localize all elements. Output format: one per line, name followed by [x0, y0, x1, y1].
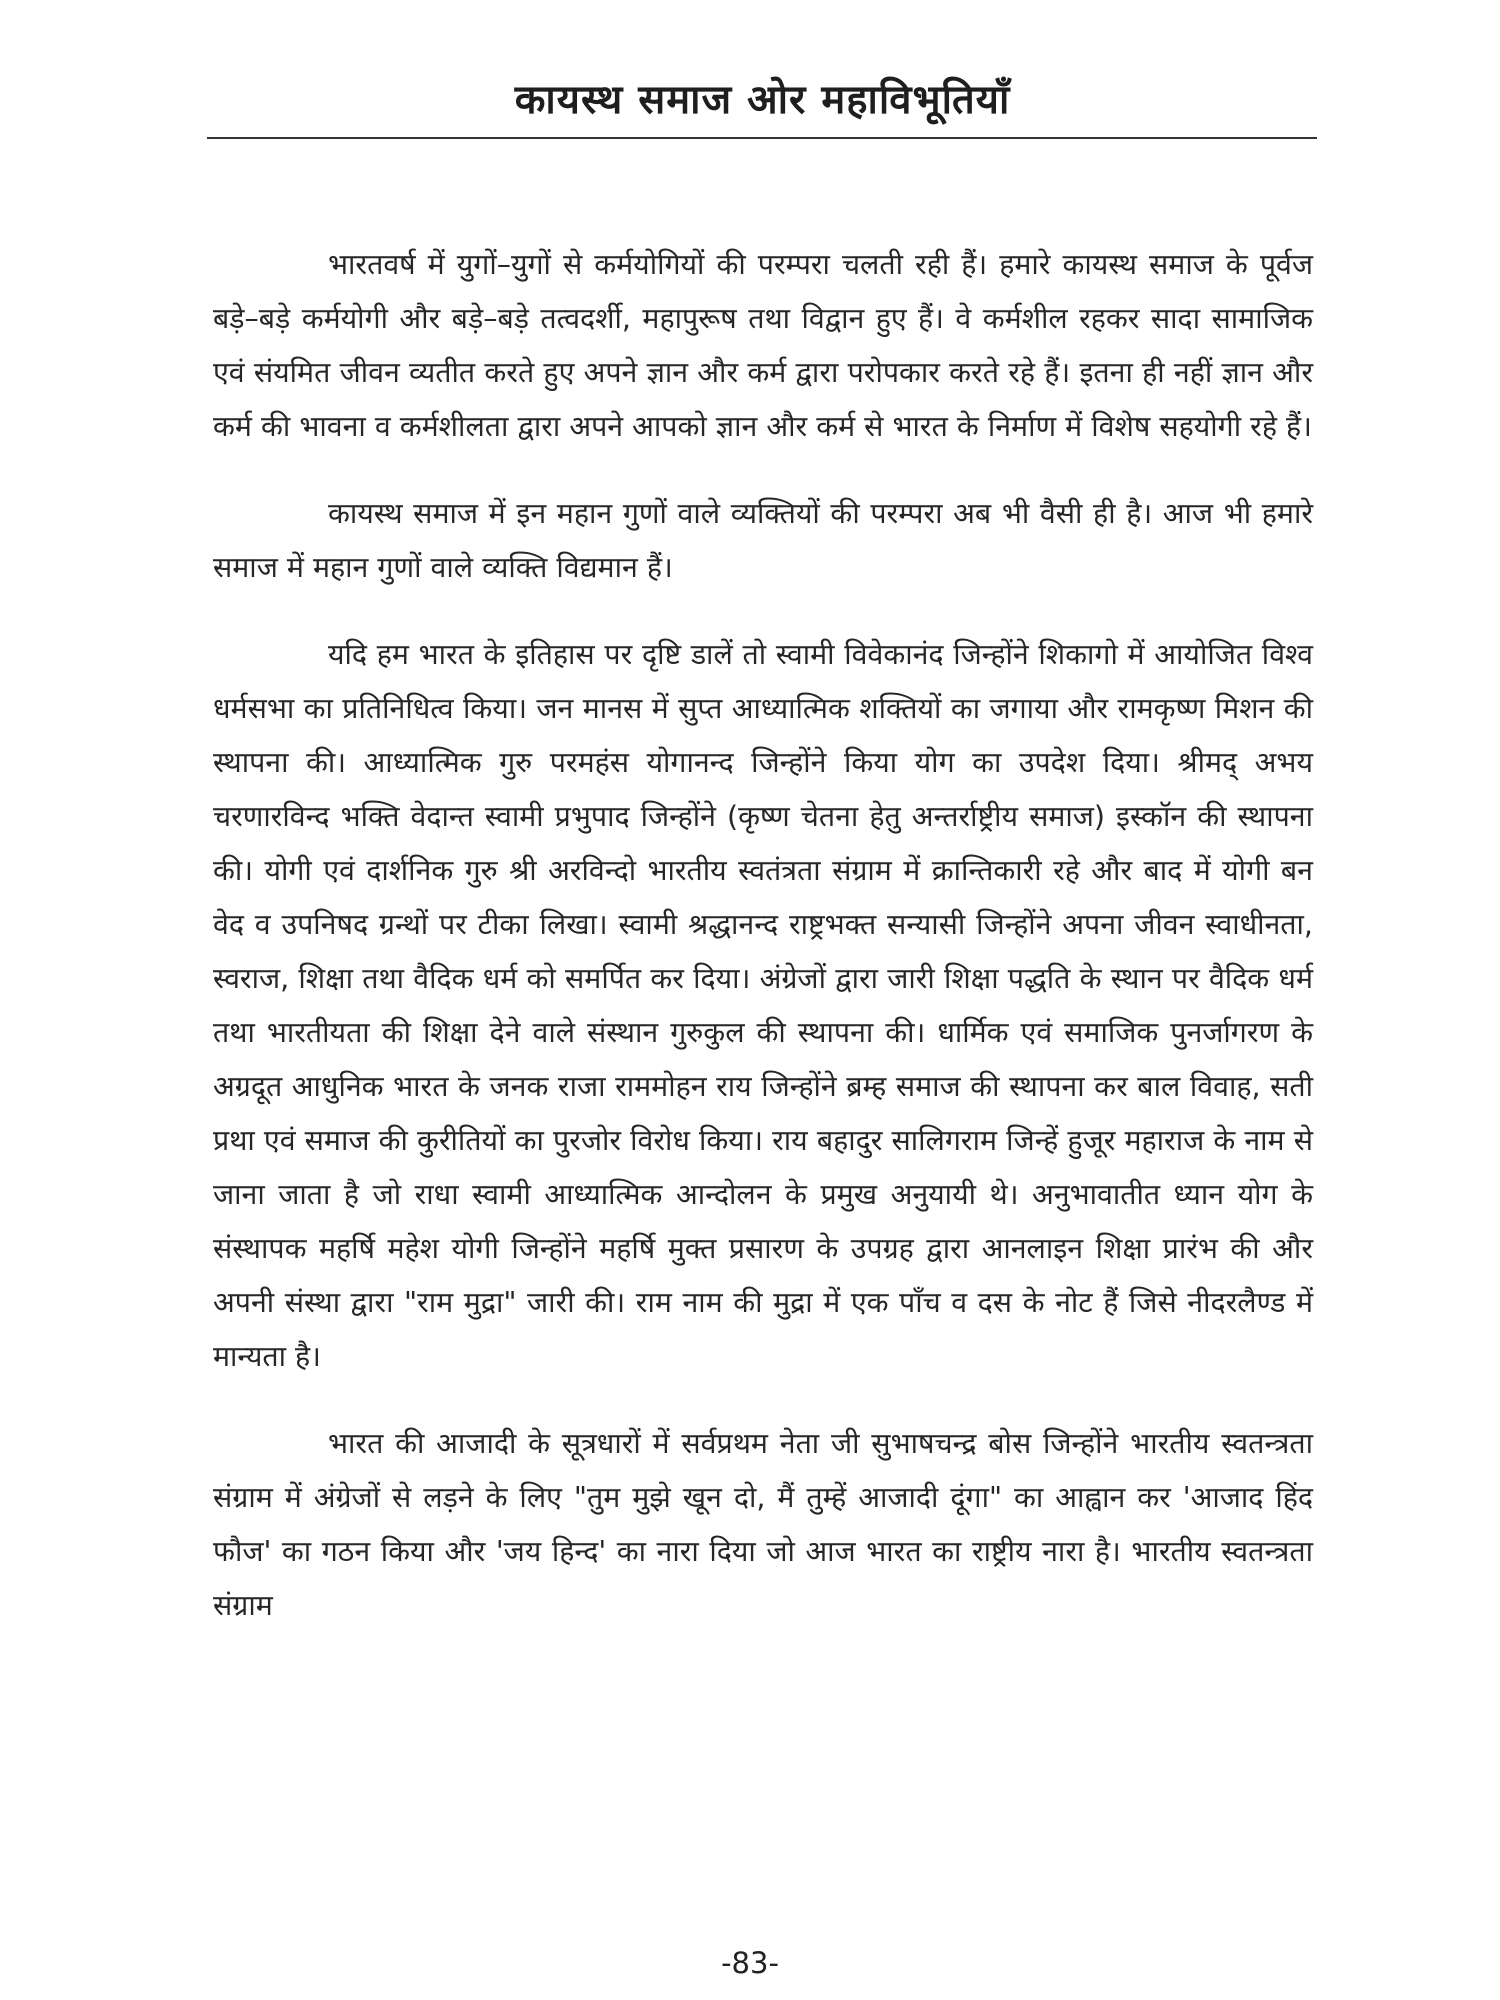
header-divider: [207, 137, 1317, 139]
page-number: -83-: [721, 1946, 779, 1980]
paragraph-2: कायस्थ समाज में इन महान गुणों वाले व्यक्तियों की परम्परा अब भी वैसी ही है। आज भी हमारे समाज में महान गुणों वाले व्यक्ति विद्यमान हैं।: [213, 497, 1313, 584]
paragraph-3: यदि हम भारत के इतिहास पर दृष्टि डालें तो स्वामी विवेकानंद जिन्होंने शिकागो में आयोजित विश्व धर्मसभा का प्रतिनिधित्व किया। जन मानस में सुप्त आध्यात्मिक शक्तियों का जगाया और रामकृष्ण मिशन की स्थापना की। आध्यात्मिक गुरु परमहंस योगानन्द जिन्होंने किया योग का उपदेश दिया। श्रीमद् अभय चरणारविन्द भक्ति वेदान्त स्वामी प्रभुपाद जिन्होंने (कृष्ण चेतना हेतु अन्तर्राष्ट्रीय समाज) इस्कॉन की स्थापना की। योगी एवं दार्शनिक गुरु श्री अरविन्दो भारतीय स्वतंत्रता संग्राम में क्रान्तिकारी रहे और बाद में योगी बन वेद व उपनिषद ग्रन्थों पर टीका लिखा। स्वामी श्रद्धानन्द राष्ट्रभक्त सन्यासी जिन्होंने अपना जीवन स्वाधीनता, स्वराज, शिक्षा तथा वैदिक धर्म को समर्पित कर दिया। अंग्रेजों द्वारा जारी शिक्षा पद्धति के स्थान पर वैदिक धर्म तथा भारतीयता की शिक्षा देने वाले संस्थान गुरुकुल की स्थापना की। धार्मिक एवं समाजिक पुनर्जागरण के अग्रदूत आधुनिक भारत के जनक राजा राममोहन राय जिन्होंने ब्रम्ह समाज की स्थापना कर बाल विवाह, सती प्रथा एवं समाज की कुरीतियों का पुरजोर विरोध किया। राय बहादुर सालिगराम जिन्हें हुजूर महाराज के नाम से जाना जाता है जो राधा स्वामी आध्यात्मिक आन्दोलन के प्रमुख अनुयायी थे। अनुभावातीत ध्यान योग के संस्थापक महर्षि महेश योगी जिन्होंने महर्षि मुक्त प्रसारण के उपग्रह द्वारा आनलाइन शिक्षा प्रारंभ की और अपनी संस्था द्वारा "राम मुद्रा" जारी की। राम नाम की मुद्रा में एक पाँच व दस के नोट हैं जिसे नीदरलैण्ड में मान्यता है।: [213, 638, 1313, 1373]
paragraph-1: भारतवर्ष में युगों–युगों से कर्मयोगियों की परम्परा चलती रही हैं। हमारे कायस्थ समाज के पूर्वज बड़े–बड़े कर्मयोगी और बड़े–बड़े तत्वदर्शी, महापुरूष तथा विद्वान हुए हैं। वे कर्मशील रहकर सादा सामाजिक एवं संयमित जीवन व्यतीत करते हुए अपने ज्ञान और कर्म द्वारा परोपकार करते रहे हैं। इतना ही नहीं ज्ञान और कर्म की भावना व कर्मशीलता द्वारा अपने आपको ज्ञान और कर्म से भारत के निर्माण में विशेष सहयोगी रहे हैं।: [213, 248, 1313, 443]
body-text: [213, 238, 1313, 1666]
running-header-title: कायस्थ समाज ओर महाविभूतियाँ: [514, 77, 1011, 123]
paragraph-4: भारत की आजादी के सूत्रधारों में सर्वप्रथम नेता जी सुभाषचन्द्र बोस जिन्होंने भारतीय स्वतन्त्रता संग्राम में अंग्रेजों से लड़ने के लिए "तुम मुझे खून दो, मैं तुम्हें आजादी दूंगा" का आह्वान कर 'आजाद हिंद फौज' का गठन किया और 'जय हिन्द' का नारा दिया जो आज भारत का राष्ट्रीय नारा है। भारतीय स्वतन्त्रता संग्राम: [213, 1427, 1313, 1622]
